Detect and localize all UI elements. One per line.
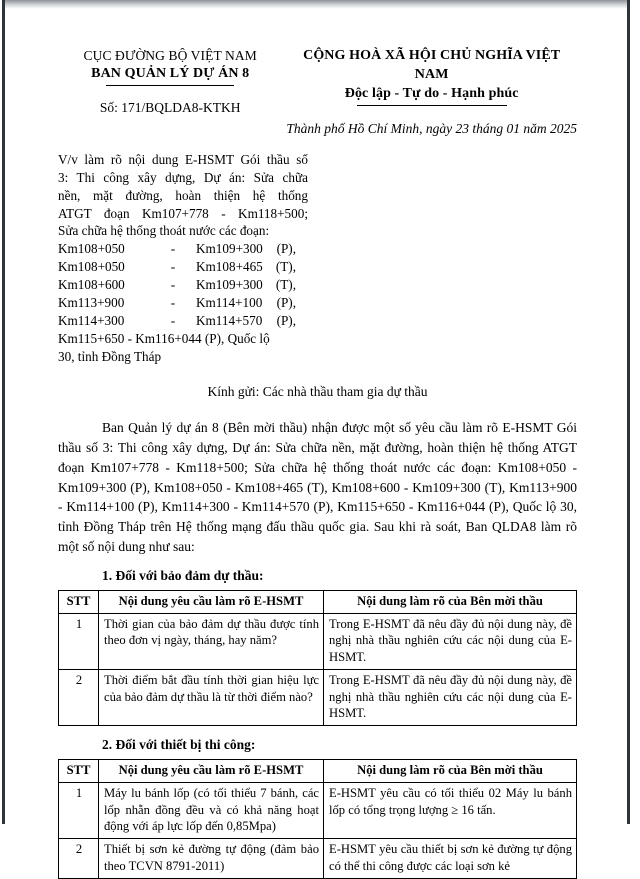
km-dash: - bbox=[170, 277, 176, 293]
column-header-request: Nội dung yêu cầu làm rõ E-HSMT bbox=[99, 760, 324, 783]
km-from: Km108+050 bbox=[58, 259, 125, 275]
table-row bbox=[59, 839, 577, 878]
km-side: (P), bbox=[276, 313, 296, 329]
cell-answer: Trong E-HSMT đã nêu đầy đủ nội dung này, đề nghị nhà thầu nghiên cứu các nội dung của E-HSMT. bbox=[324, 613, 577, 669]
recipient-line: Kính gửi: Các nhà thầu tham gia dự thầu bbox=[207, 384, 428, 400]
km-side: (T), bbox=[275, 277, 296, 293]
km-side: (P), bbox=[276, 241, 296, 257]
organization-name: BAN QUẢN LÝ DỰ ÁN 8 bbox=[91, 66, 250, 82]
cell-request: Thời gian của bảo đảm dự thầu được tính theo đơn vị ngày, tháng, hay năm? bbox=[99, 613, 324, 669]
km-range-row bbox=[58, 276, 296, 294]
cell-request: Máy lu bánh lốp (có tối thiểu 7 bánh, các lốp nhẵn đồng đều và có khả năng hoạt động với áp lực lốp đến 0,85Mpa) bbox=[99, 782, 324, 838]
table-header-row bbox=[59, 760, 577, 783]
subject-line-2: 3: Thi công xây dựng, Dự án: Sửa chữa bbox=[58, 169, 308, 185]
section-heading-1: 1. Đối với bảo đảm dự thầu: bbox=[102, 568, 264, 584]
km-to: Km114+570 bbox=[196, 313, 263, 329]
clarification-table-1 bbox=[58, 590, 577, 726]
subject-line-3: nền, mặt đường, hoàn thiện hệ thống bbox=[58, 187, 308, 203]
cell-stt: 2 bbox=[59, 669, 99, 725]
national-title: CỘNG HOÀ XÃ HỘI CHỦ NGHĨA VIỆT NAM bbox=[303, 48, 561, 82]
table-row bbox=[59, 669, 577, 725]
cell-answer: E-HSMT yêu cầu có tối thiểu 02 Máy lu bánh lốp có tổng trọng lượng ≥ 16 tấn. bbox=[324, 782, 577, 838]
column-header-answer: Nội dung làm rõ của Bên mời thầu bbox=[324, 760, 577, 783]
km-side: (T), bbox=[275, 259, 296, 275]
km-from: Km114+300 bbox=[58, 313, 125, 329]
subject-line-1: V/v làm rõ nội dung E-HSMT Gói thầu số bbox=[58, 151, 308, 167]
km-from: Km108+600 bbox=[58, 277, 125, 293]
cell-stt: 1 bbox=[59, 613, 99, 669]
motto-underline bbox=[357, 105, 507, 106]
km-dash: - bbox=[170, 313, 176, 329]
parent-organization-name: CỤC ĐƯỜNG BỘ VIỆT NAM bbox=[83, 48, 257, 63]
cell-request: Thời điểm bắt đầu tính thời gian hiệu lực của bảo đảm dự thầu là từ thời điểm nào? bbox=[99, 669, 324, 725]
letterhead-left bbox=[58, 47, 286, 116]
body-paragraph: Ban Quản lý dự án 8 (Bên mời thầu) nhận được một số yêu cầu làm rõ E-HSMT Gói thầu số 3: Thi công xây dựng, Dự án: Sửa chữa nền, mặt đường, hoàn thiện hệ thống ATGT đoạn Km107+778 - Km118+500; Sửa chữa hệ thống thoát nước các đoạn: Km108+050 - Km109+300 (P), Km108+050 - Km108+465 (T), Km108+600 - Km109+300 (T), Km113+900 - Km114+100 (P), Km114+300 - Km114+570 (P), Km115+650 - Km116+044 (P), Quốc lộ 30, tỉnh Đồng Tháp trên Hệ thống mạng đấu thầu quốc gia. Sau khi rà soát, Ban QLDA8 làm rõ một số nội dung như sau: bbox=[58, 420, 577, 555]
subject-line-4: ATGT đoạn Km107+778 - Km118+500; bbox=[58, 205, 308, 221]
km-dash: - bbox=[170, 259, 176, 275]
km-range-row bbox=[58, 240, 296, 258]
place-and-date: Thành phố Hồ Chí Minh, ngày 23 tháng 01 năm 2025 bbox=[286, 120, 577, 136]
subject-block bbox=[58, 151, 308, 366]
cell-answer: Trong E-HSMT đã nêu đầy đủ nội dung này, đề nghị nhà thầu nghiên cứu các nội dung của E-HSMT. bbox=[324, 669, 577, 725]
column-header-stt: STT bbox=[59, 591, 99, 614]
cell-stt: 2 bbox=[59, 839, 99, 878]
national-motto: Độc lập - Tự do - Hạnh phúc bbox=[344, 85, 519, 101]
km-side: (P), bbox=[276, 295, 296, 311]
document-number: Số: 171/BQLDA8-KTKH bbox=[99, 100, 241, 116]
window-top-shade bbox=[5, 0, 627, 9]
letterhead bbox=[58, 47, 577, 137]
km-from: Km113+900 bbox=[58, 295, 125, 311]
clarification-table-2 bbox=[58, 759, 577, 878]
cell-request: Thiết bị sơn kẻ đường tự động (đảm bảo theo TCVN 8791-2011) bbox=[99, 839, 324, 878]
document-page bbox=[5, 9, 627, 873]
subject-line-5: Sửa chữa hệ thống thoát nước các đoạn: bbox=[58, 223, 270, 239]
km-dash: - bbox=[170, 295, 176, 311]
subject-line-last-1: Km115+650 - Km116+044 (P), Quốc lộ bbox=[58, 331, 270, 347]
km-to: Km108+465 bbox=[196, 259, 263, 275]
section-heading-2: 2. Đối với thiết bị thi công: bbox=[102, 737, 256, 753]
column-header-answer: Nội dung làm rõ của Bên mời thầu bbox=[324, 591, 577, 614]
letterhead-right bbox=[286, 47, 577, 137]
organization-underline bbox=[106, 85, 234, 86]
table-header-row bbox=[59, 591, 577, 614]
table-row bbox=[59, 782, 577, 838]
km-range-row bbox=[58, 312, 296, 330]
column-header-stt: STT bbox=[59, 760, 99, 783]
km-range-row bbox=[58, 258, 296, 276]
table-row bbox=[59, 613, 577, 669]
window-edge-right bbox=[627, 0, 630, 824]
km-to: Km109+300 bbox=[196, 241, 263, 257]
km-from: Km108+050 bbox=[58, 241, 125, 257]
cell-answer: E-HSMT yêu cầu thiết bị sơn kẻ đường tự động có thể thi công được các loại sơn kẻ bbox=[324, 839, 577, 878]
km-dash: - bbox=[170, 241, 176, 257]
km-to: Km114+100 bbox=[196, 295, 263, 311]
km-to: Km109+300 bbox=[196, 277, 263, 293]
km-range-row bbox=[58, 294, 296, 312]
column-header-request: Nội dung yêu cầu làm rõ E-HSMT bbox=[99, 591, 324, 614]
cell-stt: 1 bbox=[59, 782, 99, 838]
subject-line-last-2: 30, tỉnh Đồng Tháp bbox=[58, 349, 162, 365]
